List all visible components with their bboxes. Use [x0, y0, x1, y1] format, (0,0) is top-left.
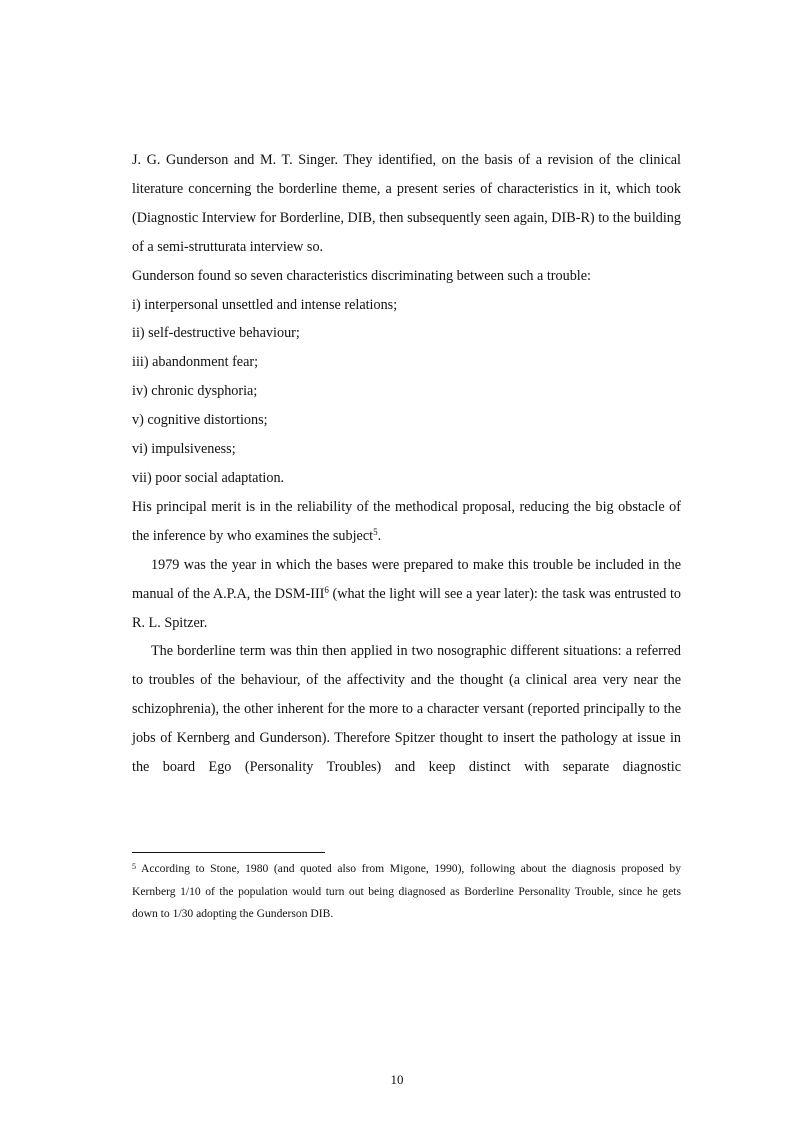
footnote-divider	[132, 852, 325, 853]
list-item: i) interpersonal unsettled and intense relations;	[132, 296, 398, 313]
list-item: iii) abandonment fear;	[132, 354, 259, 371]
footnote-ref[interactable]: 6	[324, 584, 329, 595]
footnote-marker: 5	[132, 862, 136, 871]
footnote-ref[interactable]: 5	[373, 526, 378, 537]
list-item: vi) impulsiveness;	[132, 441, 236, 458]
list-item: vii) poor social adaptation.	[132, 469, 285, 486]
characteristics-intro: Gunderson found so seven characteristics discriminating between such a trouble:	[132, 267, 591, 284]
page-number: 10	[390, 1072, 404, 1087]
main-text	[132, 146, 681, 782]
footnote: $^5$ According to Stone, 1980 (and quoted also from Migone, 1990), following about the diagnosis proposed by Kernberg 1/10 of the population would turn out being diagnosed as Borderline Personality Trouble, since he gets down to 1/30 adopting the Gunderson DIB.	[132, 862, 681, 920]
characteristics-list	[132, 291, 681, 493]
list-item: iv) chronic dysphoria;	[132, 383, 258, 400]
merit-paragraph: His principal merit is in the reliability of the methodical proposal, reducing the big obstacle of the inference by who examines the subject$^5$.	[132, 498, 681, 544]
list-item: v) cognitive distortions;	[132, 412, 268, 429]
intro-paragraph: J. G. Gunderson and M. T. Singer. They identified, on the basis of a revision of the clinical literature concerning the borderline theme, a present series of characteristics in it, which took (Diagnostic Interview for Borderline, DIB, then subsequently seen again, DIB-R) to the building of a semi-strutturata interview so.	[132, 152, 681, 255]
list-item: ii) self-destructive behaviour;	[132, 325, 300, 342]
borderline-paragraph: The borderline term was thin then applied in two nosographic different situations: a referred to troubles of the behaviour, of the affectivity and the thought (a clinical area very near the schizophrenia), the other inherent for the more to a character versant (reported principally to the jobs of Kernberg and Gunderson). Therefore Spitzer thought to insert the pathology at issue in the board Ego (Personality Troubles) and keep distinct with separate diagnostic	[132, 643, 681, 776]
year-paragraph: 1979 was the year in which the bases were prepared to make this trouble be included in the manual of the A.P.A, the DSM-III$^6$ (what the light will see a year later): the task was entrusted to R. L. Spitzer.	[132, 556, 681, 631]
